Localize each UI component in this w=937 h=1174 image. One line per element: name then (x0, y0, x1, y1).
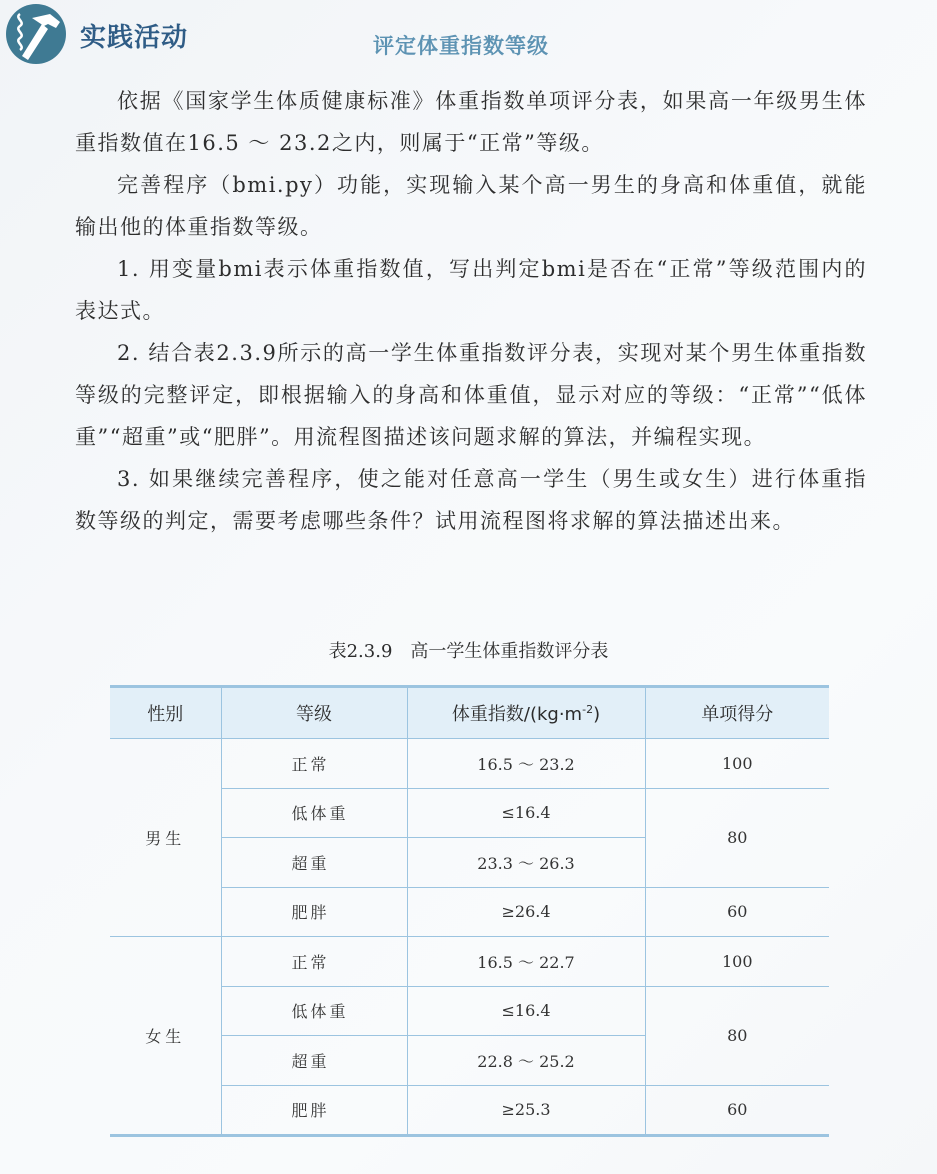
table-row (110, 739, 829, 789)
activity-title: 评定体重指数等级 (373, 34, 549, 58)
header-bmi-close: ) (593, 704, 601, 725)
section-label: 实践活动 (80, 23, 189, 53)
header-score: 单项得分 (645, 687, 829, 739)
grade-cell: 肥胖 (221, 887, 407, 937)
header-bmi-text: 体重指数/(kg·m (451, 704, 583, 725)
score-cell: 100 (645, 739, 829, 789)
grade-cell: 正常 (221, 937, 407, 987)
question-1: 1. 用变量bmi表示体重指数值，写出判定bmi是否在“正常”等级范围内的表达式。 (75, 257, 867, 323)
header-bmi (407, 687, 645, 739)
task-paragraph: 完善程序（bmi.py）功能，实现输入某个高一男生的身高和体重值，就能输出他的体重指数等级。 (75, 173, 867, 239)
table-header-row (110, 687, 829, 739)
grade-cell: 低体重 (221, 788, 407, 838)
header-bmi-exponent: -2 (582, 703, 594, 716)
bmi-cell: 22.8 ～ 25.2 (407, 1036, 645, 1086)
grade-cell: 肥胖 (221, 1085, 407, 1136)
table-caption: 表2.3.9 高一学生体重指数评分表 (328, 641, 609, 662)
grade-cell: 低体重 (221, 986, 407, 1036)
bmi-cell: ≥26.4 (407, 887, 645, 937)
table-row (110, 937, 829, 987)
gender-cell: 女生 (110, 937, 221, 1136)
header-grade: 等级 (221, 687, 407, 739)
grade-cell: 正常 (221, 739, 407, 789)
intro-paragraph: 依据《国家学生体质健康标准》体重指数单项评分表，如果高一年级男生体重指数值在16.5 ～ 23.2之内，则属于“正常”等级。 (75, 89, 867, 155)
bmi-cell: 23.3 ～ 26.3 (407, 838, 645, 888)
score-cell: 80 (645, 986, 829, 1085)
score-cell: 60 (645, 1085, 829, 1136)
question-2: 2. 结合表2.3.9所示的高一学生体重指数评分表，实现对某个男生体重指数等级的完整评定，即根据输入的身高和体重值，显示对应的等级：“正常”“低体重”“超重”或“肥胖”。用流程图描述该问题求解的算法，并编程实现。 (75, 341, 867, 449)
hammer-and-wave-icon (6, 4, 66, 64)
bmi-score-table (110, 685, 829, 1137)
gender-cell: 男生 (110, 739, 221, 937)
bmi-cell: ≤16.4 (407, 986, 645, 1036)
bmi-cell: 16.5 ～ 22.7 (407, 937, 645, 987)
score-cell: 100 (645, 937, 829, 987)
grade-cell: 超重 (221, 838, 407, 888)
question-3: 3. 如果继续完善程序，使之能对任意高一学生（男生或女生）进行体重指数等级的判定，需要考虑哪些条件？试用流程图将求解的算法描述出来。 (75, 467, 867, 533)
bmi-cell: ≥25.3 (407, 1085, 645, 1136)
header-gender: 性别 (110, 687, 221, 739)
score-cell: 80 (645, 788, 829, 887)
bmi-cell: 16.5 ～ 23.2 (407, 739, 645, 789)
body-text (75, 80, 867, 542)
page-header (0, 0, 937, 70)
grade-cell: 超重 (221, 1036, 407, 1086)
bmi-cell: ≤16.4 (407, 788, 645, 838)
score-cell: 60 (645, 887, 829, 937)
